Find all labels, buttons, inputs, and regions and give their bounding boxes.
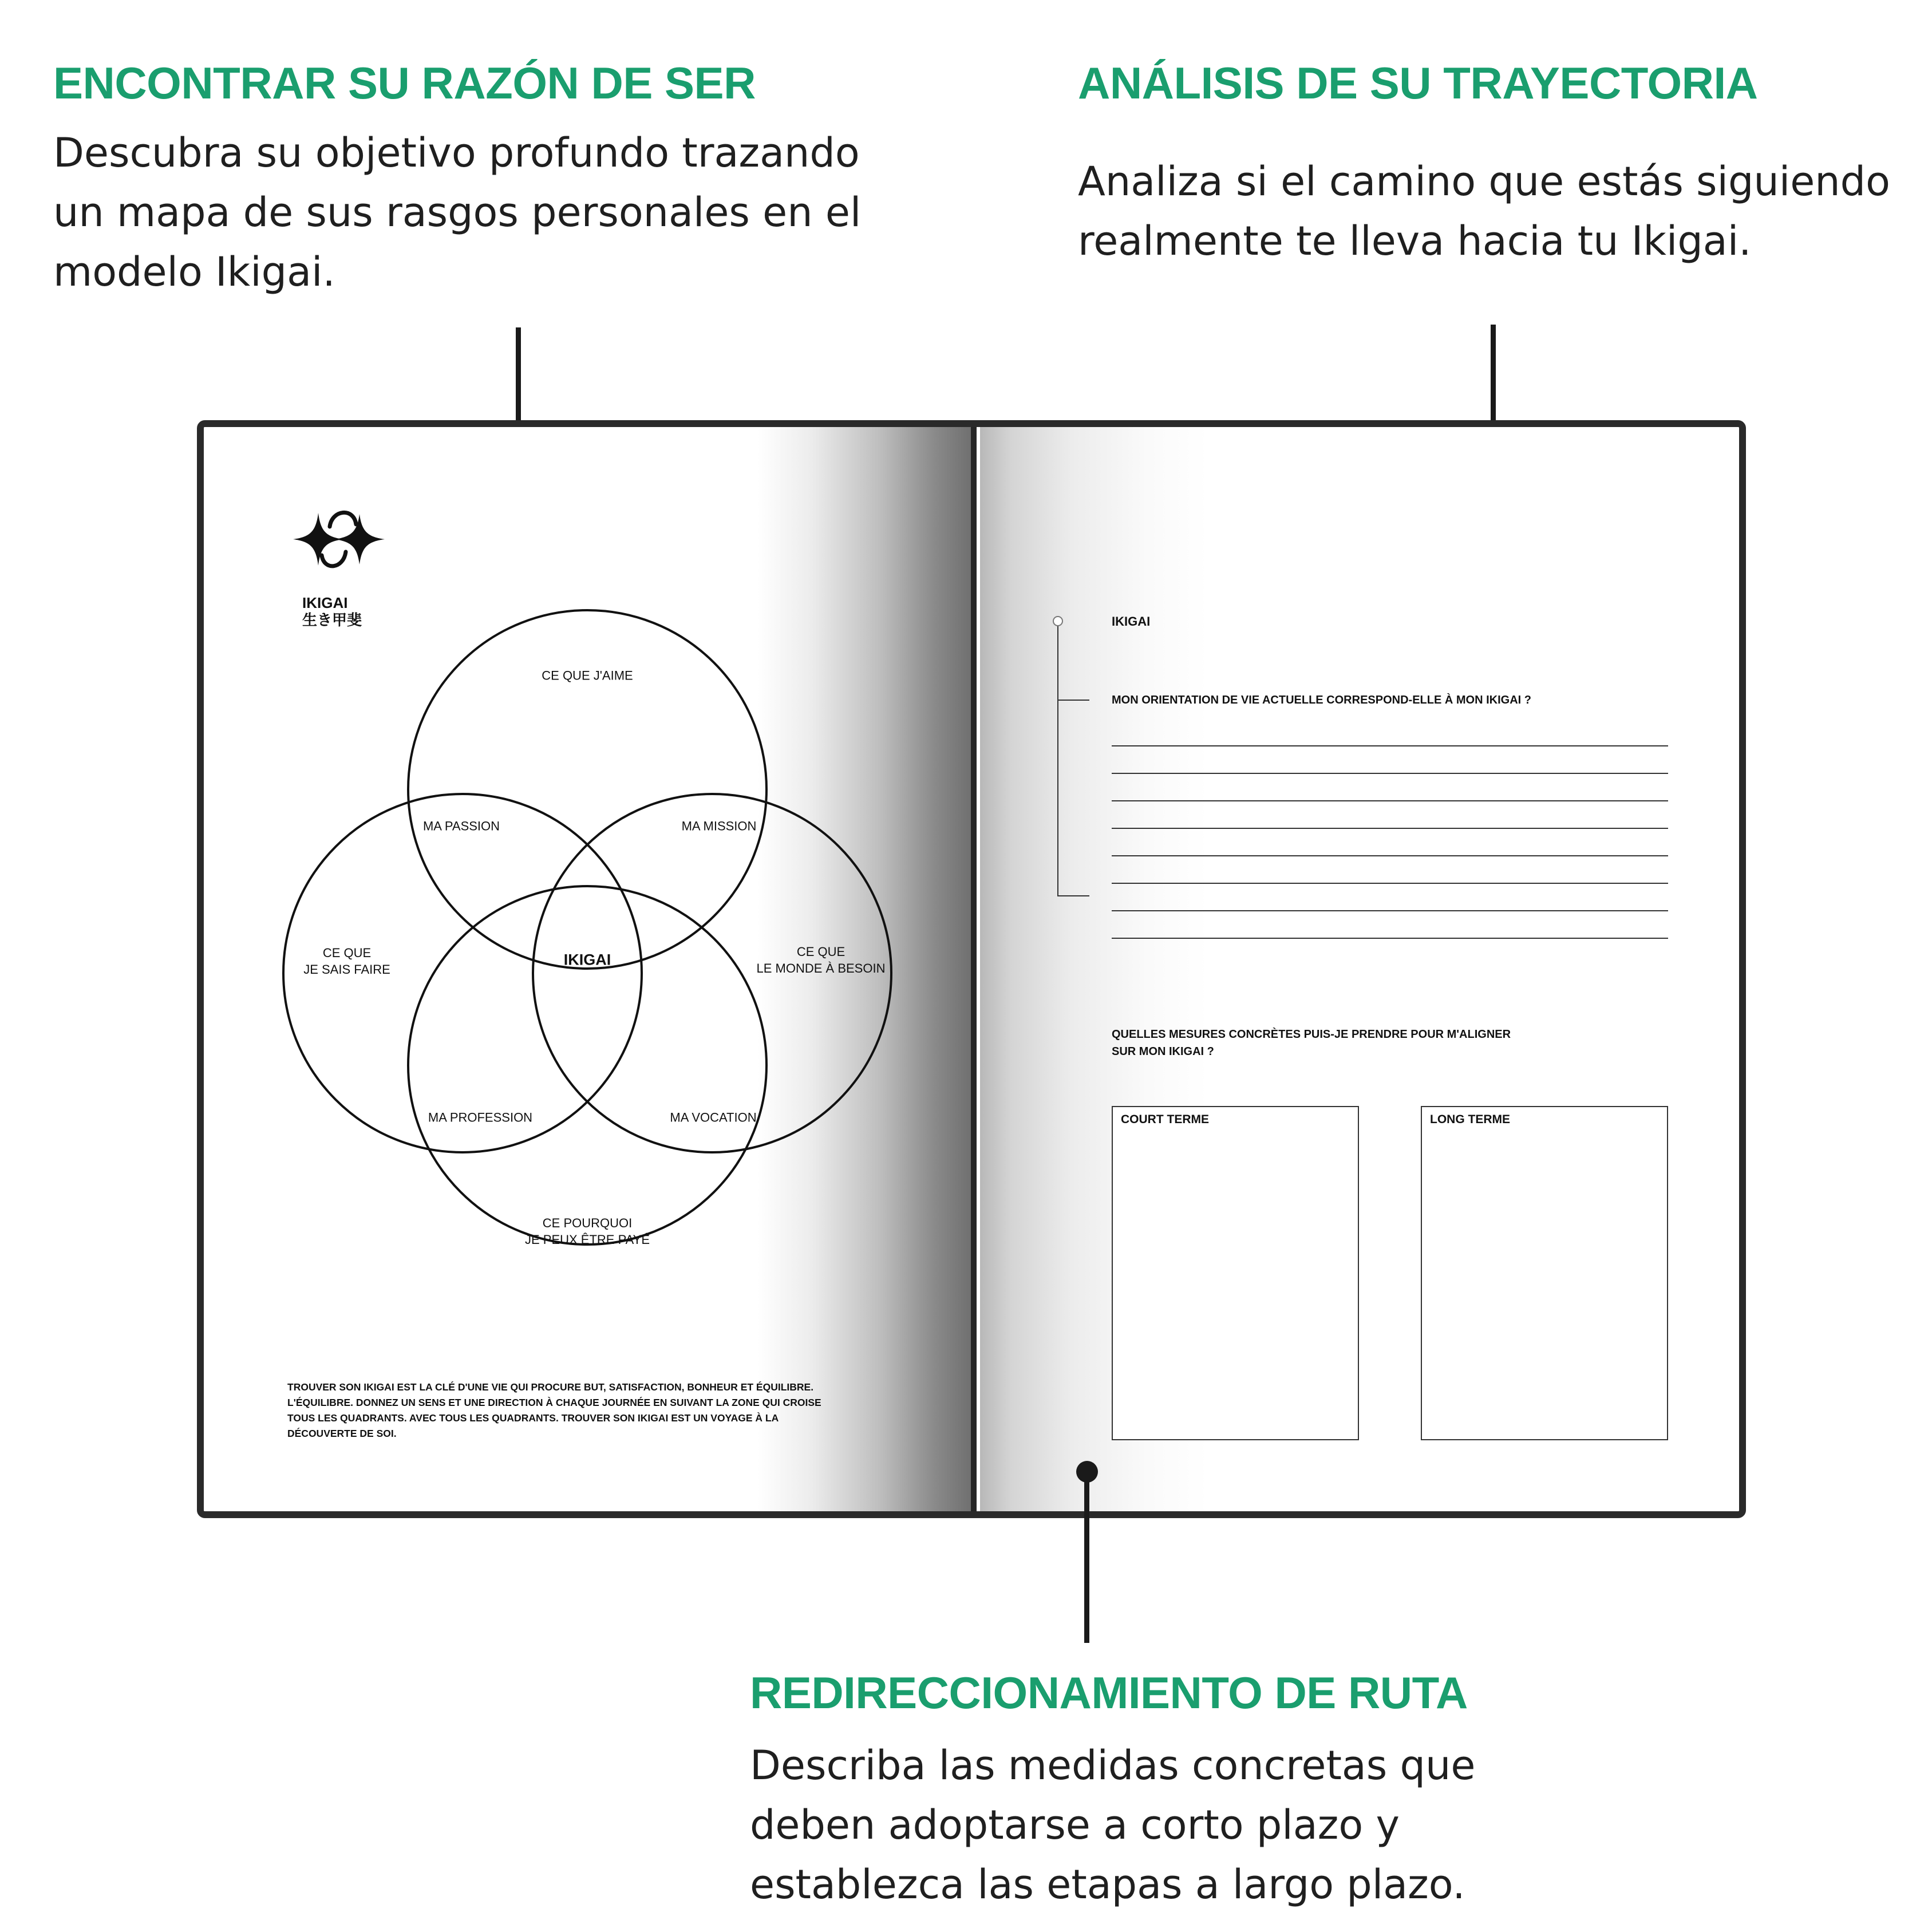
- question-actions-line: QUELLES MESURES CONCRÈTES PUIS-JE PRENDRE POUR M'ALIGNER: [1112, 1028, 1511, 1041]
- answer-line[interactable]: [1112, 745, 1668, 746]
- outline-branch-2: [1057, 895, 1089, 896]
- left-page: [204, 427, 973, 1511]
- callout-line: Analiza si el camino que estás siguiendo: [1078, 158, 1890, 205]
- intro-line: TROUVER SON IKIGAI EST LA CLÉ D'UNE VIE QUI PROCURE BUT, SATISFACTION, BONHEUR ET ÉQUILIBRE.: [287, 1381, 814, 1393]
- venn-label-love: CE QUE J'AIME: [542, 668, 633, 683]
- intro-line: DÉCOUVERTE DE SOI.: [287, 1428, 397, 1439]
- answer-line[interactable]: [1112, 828, 1668, 829]
- outline-vertical-line: [1057, 626, 1058, 896]
- leader-line-redirect: [1084, 1471, 1089, 1643]
- callout-line: realmente te lleva hacia tu Ikigai.: [1078, 218, 1752, 264]
- intro-line: TOUS LES QUADRANTS. AVEC TOUS LES QUADRANTS. TROUVER SON IKIGAI EST UN VOYAGE À LA: [287, 1412, 779, 1424]
- callout-text-trajectory: [1078, 152, 1890, 271]
- right-page: [980, 427, 1739, 1511]
- venn-label-vocation: MA VOCATION: [670, 1110, 757, 1125]
- callout-line: Descubra su objetivo profundo trazando: [53, 129, 860, 176]
- answer-line[interactable]: [1112, 883, 1668, 884]
- brand-name: IKIGAI: [302, 594, 348, 611]
- answer-line[interactable]: [1112, 910, 1668, 911]
- callout-line: modelo Ikigai.: [53, 248, 335, 295]
- callout-text-find-purpose: [53, 123, 861, 302]
- outline-branch-1: [1057, 700, 1089, 701]
- long-term-box[interactable]: [1421, 1106, 1668, 1440]
- callout-line: un mapa de sus rasgos personales en el: [53, 189, 862, 236]
- question-alignment: MON ORIENTATION DE VIE ACTUELLE CORRESPOND-ELLE À MON IKIGAI ?: [1112, 694, 1531, 706]
- intro-paragraph: [287, 1380, 821, 1441]
- answer-line[interactable]: [1112, 855, 1668, 856]
- callout-title-find-purpose: ENCONTRAR SU RAZÓN DE SER: [53, 58, 756, 108]
- answer-line[interactable]: [1112, 800, 1668, 801]
- venn-label-paid: CE POURQUOI JE PEUX ÊTRE PAYÉ: [524, 1216, 650, 1247]
- notebook-spine: [971, 427, 977, 1511]
- question-actions-line: SUR MON IKIGAI ?: [1112, 1045, 1214, 1058]
- answer-line[interactable]: [1112, 938, 1668, 939]
- intro-line: L'ÉQUILIBRE. DONNEZ UN SENS ET UNE DIRECTION À CHAQUE JOURNÉE EN SUIVANT LA ZONE QUI CROISE: [287, 1397, 821, 1408]
- venn-label-ikigai-center: IKIGAI: [563, 951, 611, 969]
- callout-title-redirect: REDIRECCIONAMIENTO DE RUTA: [750, 1668, 1468, 1718]
- brand-kanji: 生き甲斐: [302, 611, 362, 629]
- long-term-label: LONG TERME: [1430, 1113, 1510, 1126]
- notebook-spread: [197, 420, 1746, 1518]
- callout-line: establezca las etapas a largo plazo.: [750, 1861, 1465, 1908]
- callout-text-redirect: [750, 1736, 1475, 1914]
- callout-line: deben adoptarse a corto plazo y: [750, 1801, 1400, 1848]
- venn-circle-paid: [408, 886, 767, 1244]
- venn-label-mission: MA MISSION: [681, 819, 757, 833]
- venn-label-world-needs: CE QUE LE MONDE À BESOIN: [756, 945, 886, 975]
- outline-node: [1053, 616, 1063, 626]
- callout-title-trajectory: ANÁLISIS DE SU TRAYECTORIA: [1078, 58, 1758, 108]
- short-term-label: COURT TERME: [1121, 1113, 1209, 1126]
- section-title: IKIGAI: [1112, 614, 1151, 629]
- venn-circle-love: [408, 610, 767, 969]
- venn-label-skills: CE QUE JE SAIS FAIRE: [303, 946, 390, 977]
- question-actions: [1112, 1026, 1511, 1060]
- answer-line[interactable]: [1112, 773, 1668, 774]
- callout-line: Describa las medidas concretas que: [750, 1742, 1476, 1789]
- venn-label-passion: MA PASSION: [422, 819, 500, 833]
- short-term-box[interactable]: [1112, 1106, 1359, 1440]
- venn-label-profession: MA PROFESSION: [428, 1110, 533, 1125]
